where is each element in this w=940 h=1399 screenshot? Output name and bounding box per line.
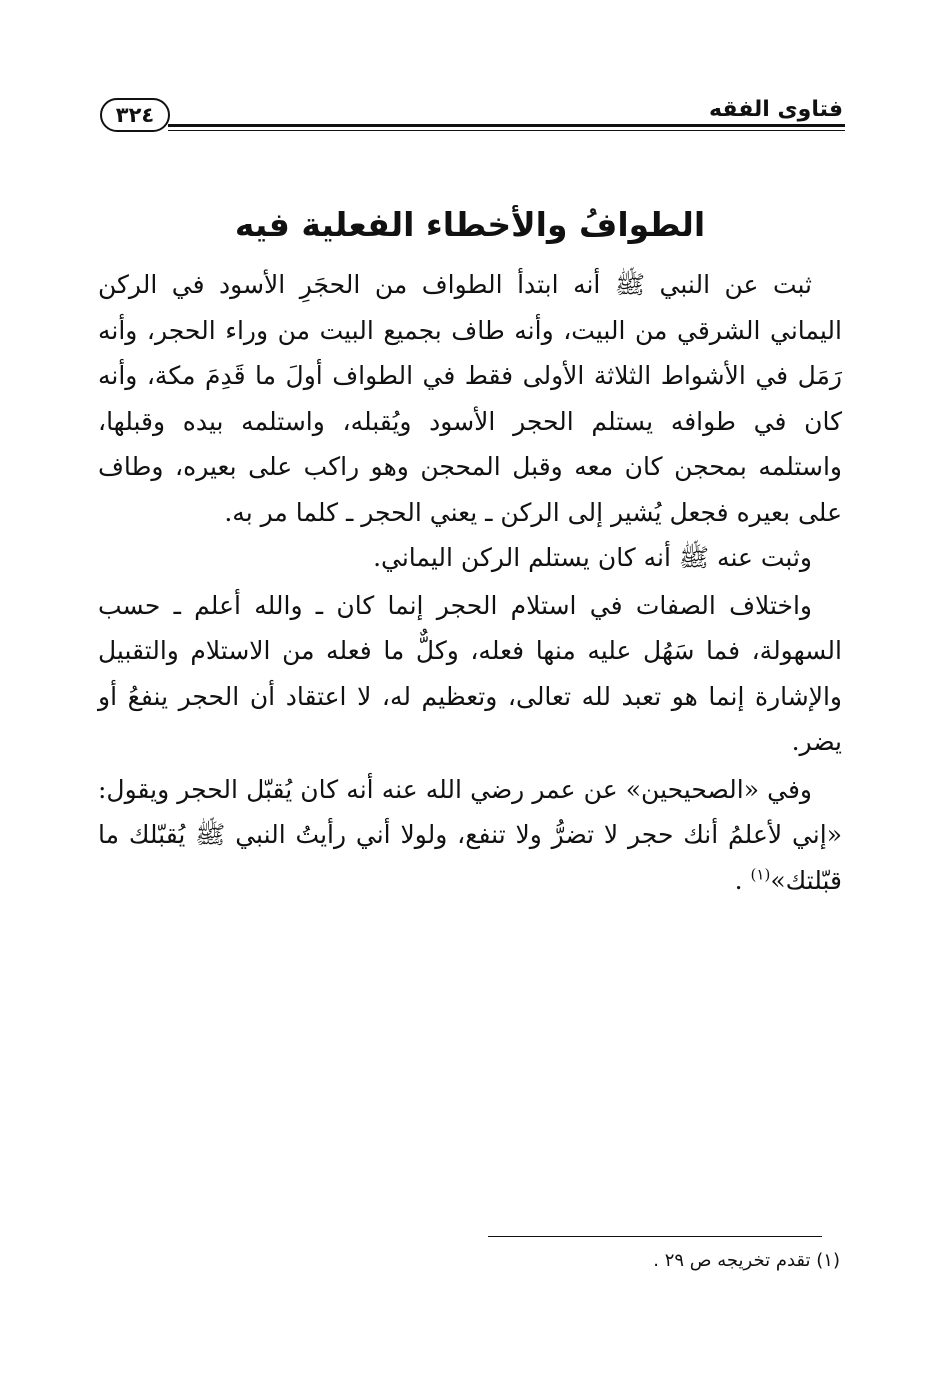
closing-period: . bbox=[734, 865, 743, 895]
body-text bbox=[98, 262, 842, 903]
footnote-marker: (١) bbox=[750, 865, 771, 884]
section-heading: الطوافُ والأخطاء الفعلية فيه bbox=[234, 205, 706, 244]
paragraph-umar-hadith bbox=[98, 767, 842, 904]
footnote-divider bbox=[488, 1236, 822, 1237]
footnote bbox=[440, 1248, 840, 1274]
footnote-number: (١) bbox=[816, 1250, 840, 1271]
page-number: ٣٢٤ bbox=[100, 98, 170, 132]
page-header bbox=[100, 96, 845, 140]
footnote-text: تقدم تخريجه ص ٢٩ . bbox=[653, 1250, 811, 1271]
hadith-text: وفي «الصحيحين» عن عمر رضي الله عنه أنه كان يُقبّل الحجر ويقول: «إني لأعلمُ أنك حجر لا تضرُّ ولا تنفع، ولولا أني رأيتُ النبي ﷺ يُقبّلك ما قبّلتك» bbox=[98, 774, 842, 895]
header-rule bbox=[168, 124, 845, 131]
paragraph-yamani-corner: وثبت عنه ﷺ أنه كان يستلم الركن اليماني. bbox=[373, 543, 812, 572]
running-title: فتاوى الفقه bbox=[709, 97, 843, 122]
paragraph-tawaf-description: ثبت عن النبي ﷺ أنه ابتدأ الطواف من الحجَرِ الأسود في الركن اليماني الشرقي من البيت، وأنه طاف بجميع البيت من وراء الحجر، وأنه رَمَل في الأشواط الثلاثة الأولى فقط في الطواف أولَ ما قَدِمَ مكة، وأنه كان في طوافه يستلم الحجر الأسود ويُقبله، واستلمه بيده وقبلها، واستلمه بمحجن كان معه وقبل المحجن وهو راكب على بعيره، وطاف على بعيره فجعل يُشير إلى الركن ـ يعني الحجر ـ كلما مر به. bbox=[98, 270, 842, 527]
paragraph-differences: واختلاف الصفات في استلام الحجر إنما كان ـ والله أعلم ـ حسب السهولة، فما سَهُل عليه منها فعله، وكلٌّ ما فعله من الاستلام والتقبيل والإشارة إنما هو تعبد لله تعالى، وتعظيم له، لا اعتقاد أن الحجر ينفعُ أو يضر. bbox=[98, 590, 842, 756]
